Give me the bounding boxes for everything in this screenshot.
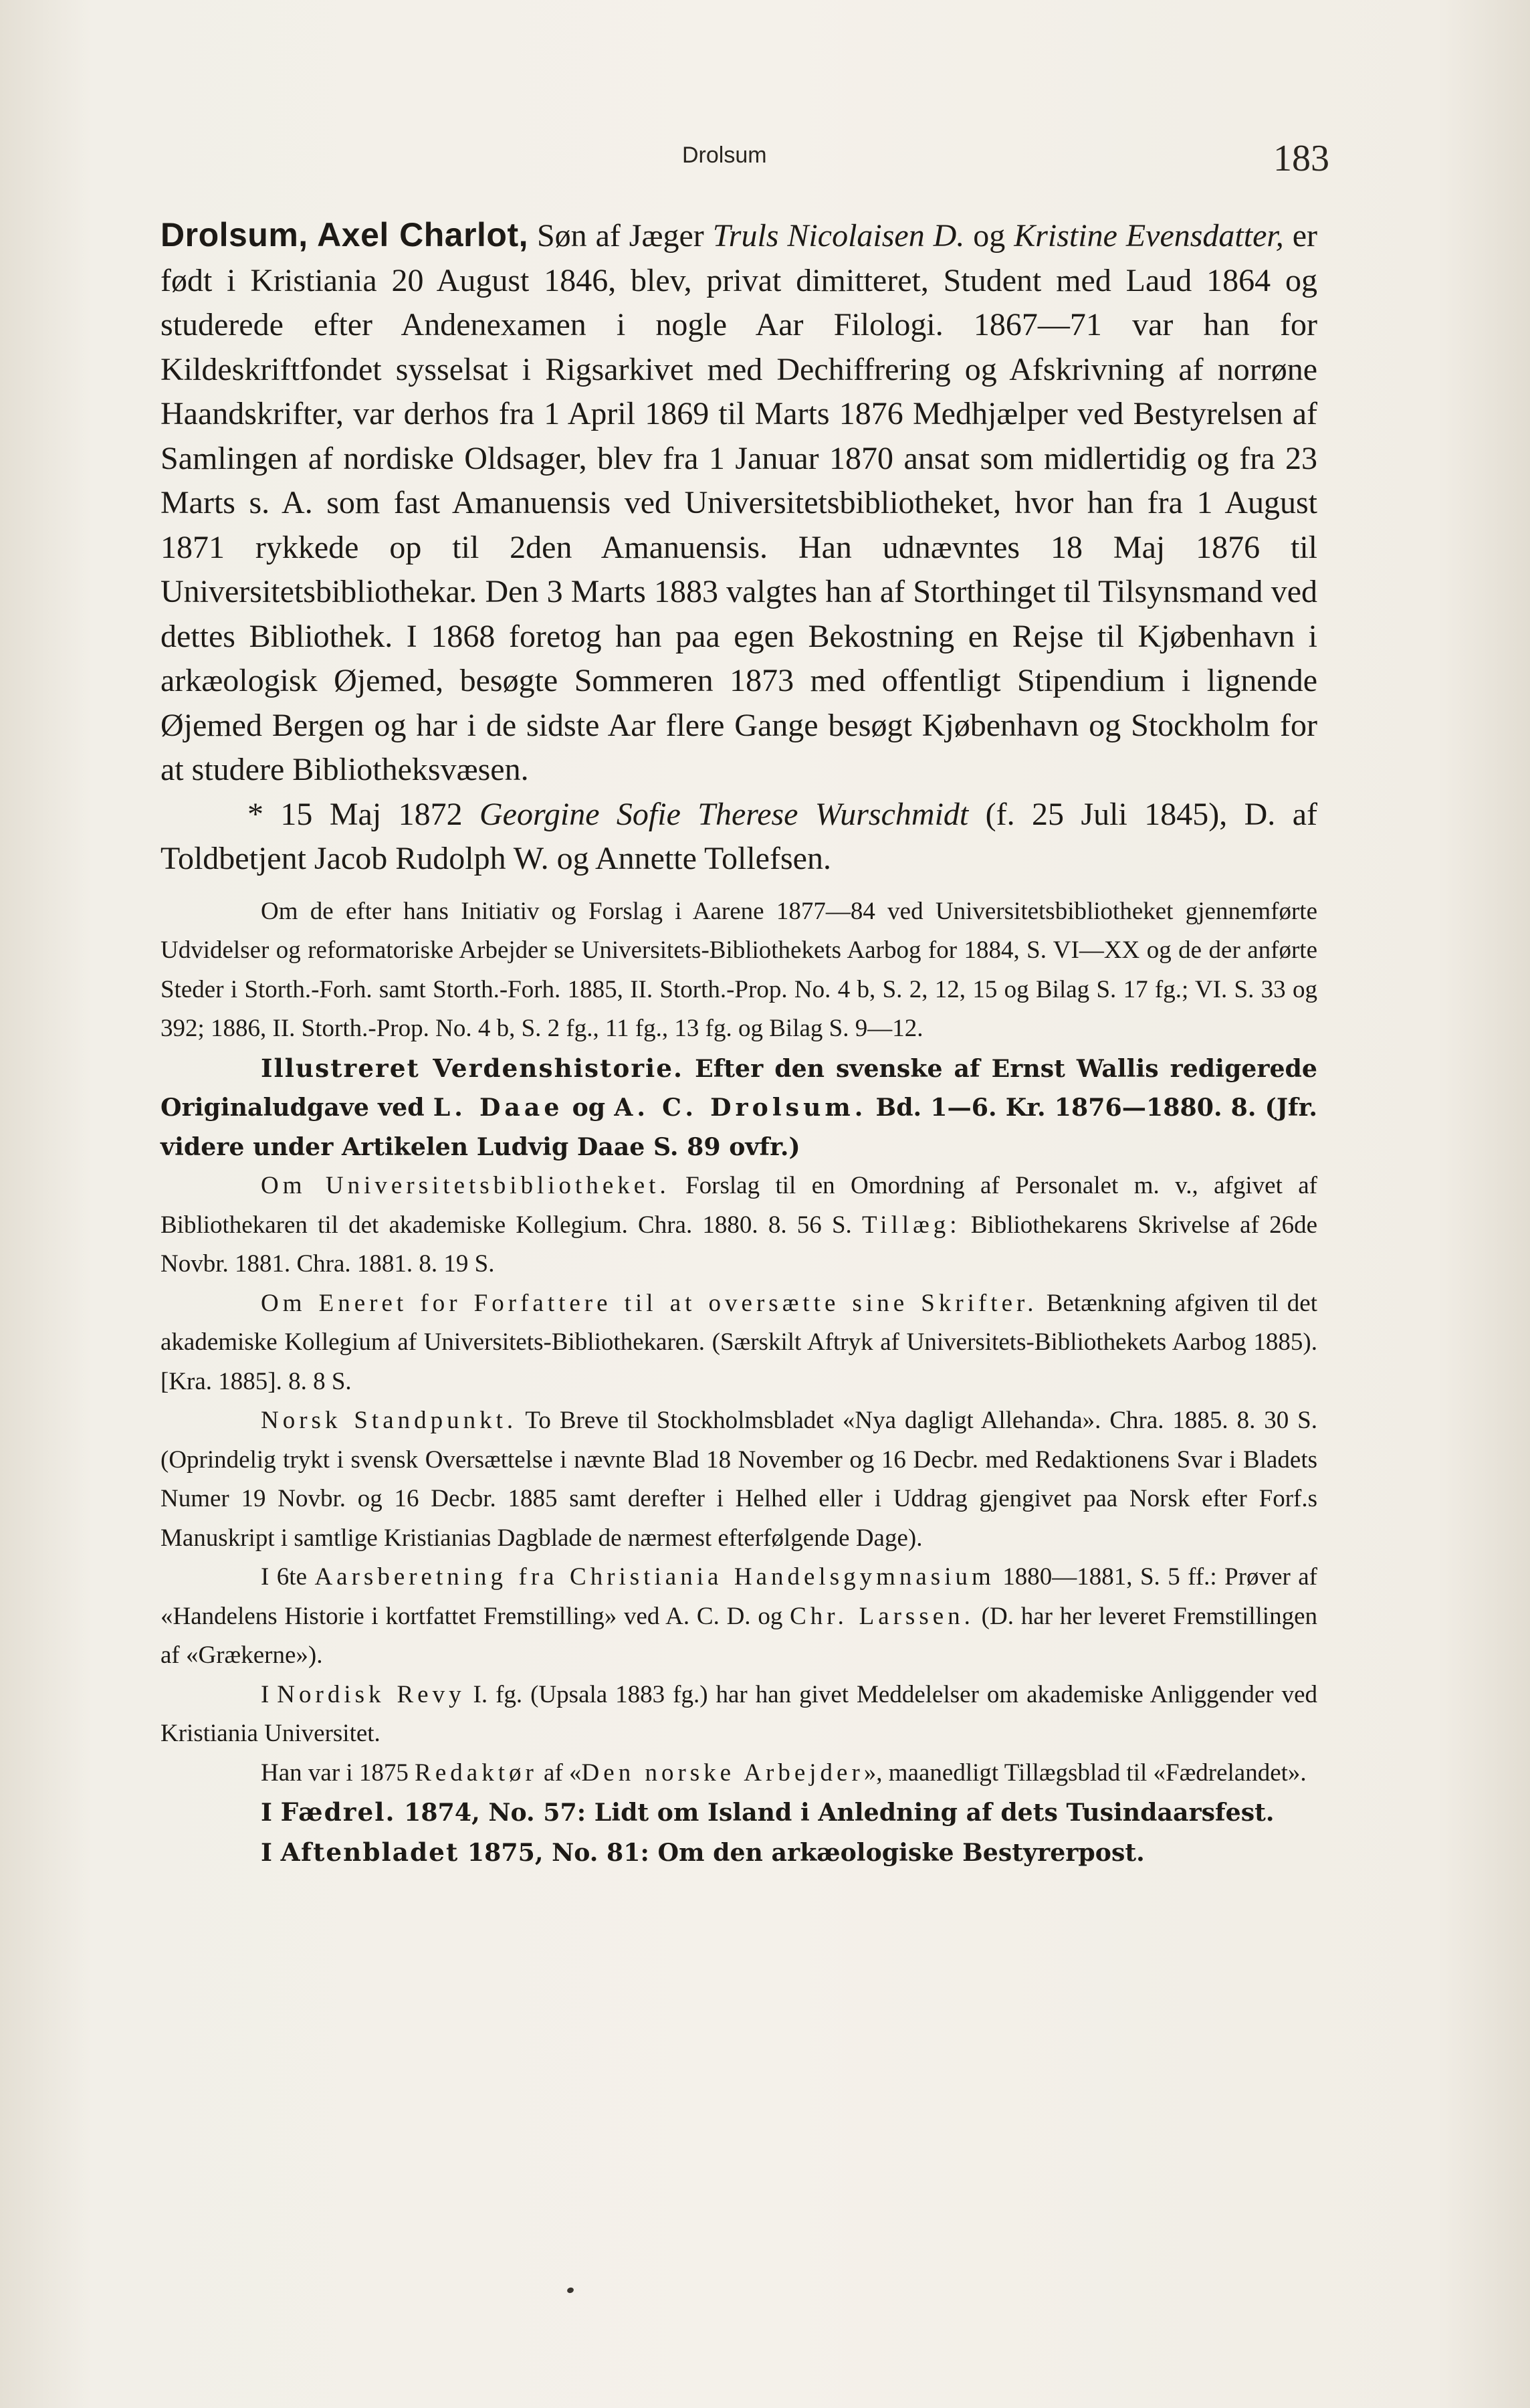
main-text	[160, 213, 1317, 1872]
bibliography	[160, 892, 1317, 1873]
bibliography-item	[160, 1049, 1317, 1167]
bibliography-text: af «	[537, 1759, 582, 1787]
newspaper-title: Fædrel.	[280, 1797, 396, 1827]
bibliography-text: 1874, No. 57: Lidt om Island i Anledning af dets Tusindaarsfest.	[395, 1798, 1275, 1827]
entry-headword: Drolsum, Axel Charlot,	[160, 216, 529, 254]
bibliography-text: Efter den svenske af Ernst Wallis redigerede Originaludgave ved	[160, 1054, 1317, 1122]
biography-paragraph	[160, 213, 1317, 793]
ink-speck	[566, 2287, 574, 2294]
supplement-label: Tillæg:	[861, 1211, 961, 1239]
biography-text: Søn af Jæger	[528, 218, 713, 254]
bibliography-text: Han var i 1875	[261, 1759, 415, 1787]
bibliography-text: Bd. 1—6. Kr. 1876—1880. 8. (Jfr. videre under Artikelen Ludvig Daae S. 89 ovfr.)	[160, 1093, 1317, 1161]
mother-name: Kristine Evensdatter,	[1014, 218, 1284, 254]
bibliography-text: I 6te	[261, 1563, 315, 1591]
bibliography-text: I	[261, 1798, 281, 1827]
marriage-text: (f. 25 Juli 1845), D. af Toldbetjent Jacob Rudolph W. og Annette Tollefsen.	[160, 796, 1317, 876]
marriage-text: * 15 Maj 1872	[247, 796, 479, 832]
work-title: Illustreret Verdenshistorie.	[261, 1053, 684, 1083]
biography-text: er født i Kristiania 20 August 1846, blev, privat dimitteret, Student med Laud 1864 og studerede efter Andenexamen i nogle Aar Filologi. 1867—71 var han for Kildeskriftfondet sysselsat i Rigsarkivet med Dechiffrering og Afskrivning af norrøne Haandskrifter, var derhos fra 1 April 1869 til Marts 1876 Medhjælper ved Bestyrelsen af Samlingen af nordiske Oldsager, blev fra 1 Januar 1870 ansat som midlertidig og fra 23 Marts s. A. som fast Amanuensis ved Universitetsbibliotheket, hvor han fra 1 August 1871 rykkede op til 2den Amanuensis. Han udnævntes 18 Maj 1876 til Universitetsbibliothekar. Den 3 Marts 1883 valgtes han af Storthinget til Tilsynsmand ved dettes Bibliothek. I 1868 foretog han paa egen Bekostning en Rejse til Kjøbenhavn i arkæologisk Øjemed, besøgte Sommeren 1873 med offentligt Stipendium i lignende Øjemed Bergen og har i de sidste Aar flere Gange besøgt Kjøbenhavn og Stockholm for at studere Bibliotheksvæsen.	[160, 218, 1318, 787]
bibliography-text: 1880—1881, S. 5 ff.: Prøver af «Handelens Historie i kortfattet Fremstilling» ved A. C. D. og	[160, 1563, 1318, 1630]
coauthor-name: Chr. Larssen.	[790, 1602, 974, 1630]
bibliography-text: Betænkning afgiven til det akademiske Kollegium af Universitets-Bibliothekaren. (Særskilt Aftryk af Universitets-Bibliothekets Aarbog 1885). [Kra. 1885]. 8. 8 S.	[160, 1289, 1317, 1395]
bibliography-item	[160, 1676, 1317, 1754]
work-title: Om Eneret for Forfattere til at oversætte sine Skrifter.	[261, 1289, 1038, 1317]
marriage-paragraph	[160, 793, 1317, 882]
work-title: Nordisk Revy	[277, 1680, 465, 1708]
work-title: Den norske Arbejder	[581, 1759, 864, 1787]
father-name: Truls Nicolaisen D.	[712, 218, 965, 254]
bibliography-item	[160, 1167, 1317, 1284]
role-label: Redaktør	[415, 1759, 538, 1787]
newspaper-title: Aftenbladet	[280, 1837, 459, 1867]
bibliography-text: I. fg. (Upsala 1883 fg.) har han givet Meddelelser om akademiske Anliggender ved Kristiania Universitet.	[160, 1680, 1318, 1747]
bibliography-item	[160, 1793, 1317, 1833]
bibliography-item	[160, 1558, 1317, 1676]
bibliography-item	[160, 1833, 1317, 1873]
bibliography-text: To Breve til Stockholmsbladet «Nya dagligt Allehanda». Chra. 1885. 8. 30 S. (Oprindelig trykt i svensk Oversættelse i nævnte Blad 18 November og 16 Decbr. med Redaktionens Svar i Bladets Numer 19 Novbr. og 16 Decbr. 1885 samt derefter i Helhed eller i Uddrag gjengivet paa Norsk efter Forf.s Manuskript i samtlige Kristianias Dagblade de nærmest efterfølgende Dage).	[160, 1407, 1317, 1552]
bibliography-item	[160, 1754, 1317, 1793]
page-number: 183	[1273, 138, 1329, 179]
bibliography-text: Bibliothekarens Skrivelse af 26de Novbr. 1881. Chra. 1881. 8. 19 S.	[160, 1211, 1318, 1278]
bibliography-text: », maanedligt Tillægsblad til «Fædrelandet».	[863, 1759, 1307, 1787]
biography-text: og	[964, 218, 1014, 254]
biography-entry	[160, 213, 1317, 882]
bibliography-text: 1875, No. 81: Om den arkæologiske Bestyrerpost.	[459, 1837, 1145, 1867]
bibliography-item	[160, 1401, 1317, 1558]
editor-name: A. C. Drolsum.	[614, 1093, 867, 1122]
spouse-name: Georgine Sofie Therese Wurschmidt	[479, 796, 969, 832]
running-head-title: Drolsum	[682, 142, 767, 168]
work-title: Norsk Standpunkt.	[261, 1407, 518, 1434]
bibliography-item	[160, 1284, 1317, 1402]
work-title: Om Universitetsbibliotheket.	[261, 1172, 670, 1199]
bibliography-text: (D. har her leveret Fremstillingen af «Grækerne»).	[160, 1602, 1318, 1669]
bibliography-text: I	[261, 1680, 278, 1708]
bibliography-text: I	[261, 1837, 281, 1867]
bibliography-note	[160, 892, 1317, 1049]
running-head	[0, 137, 1530, 177]
bibliography-text: Om de efter hans Initiativ og Forslag i Aarene 1877—84 ved Universitetsbibliotheket gjennemførte Udvidelser og reformatoriske Arbejder se Universitets-Bibliothekets Aarbog for 1884, S. VI—XX og de der anførte Steder i Storth.-Forh. samt Storth.-Forh. 1885, II. Storth.-Prop. No. 4 b, S. 2, 12, 15 og Bilag S. 17 fg.; VI. S. 33 og 392; 1886, II. Storth.-Prop. No. 4 b, S. 2 fg., 11 fg., 13 fg. og Bilag S. 9—12.	[160, 897, 1317, 1042]
editor-name: L. Daae	[433, 1093, 564, 1122]
bibliography-text: Forslag til en Omordning af Personalet m. v., afgivet af Bibliothekaren til det akademiske Kollegium. Chra. 1880. 8. 56 S.	[160, 1172, 1318, 1239]
bibliography-text: og	[563, 1093, 615, 1122]
work-title: Aarsberetning fra Christiania Handelsgymnasium	[314, 1563, 995, 1591]
